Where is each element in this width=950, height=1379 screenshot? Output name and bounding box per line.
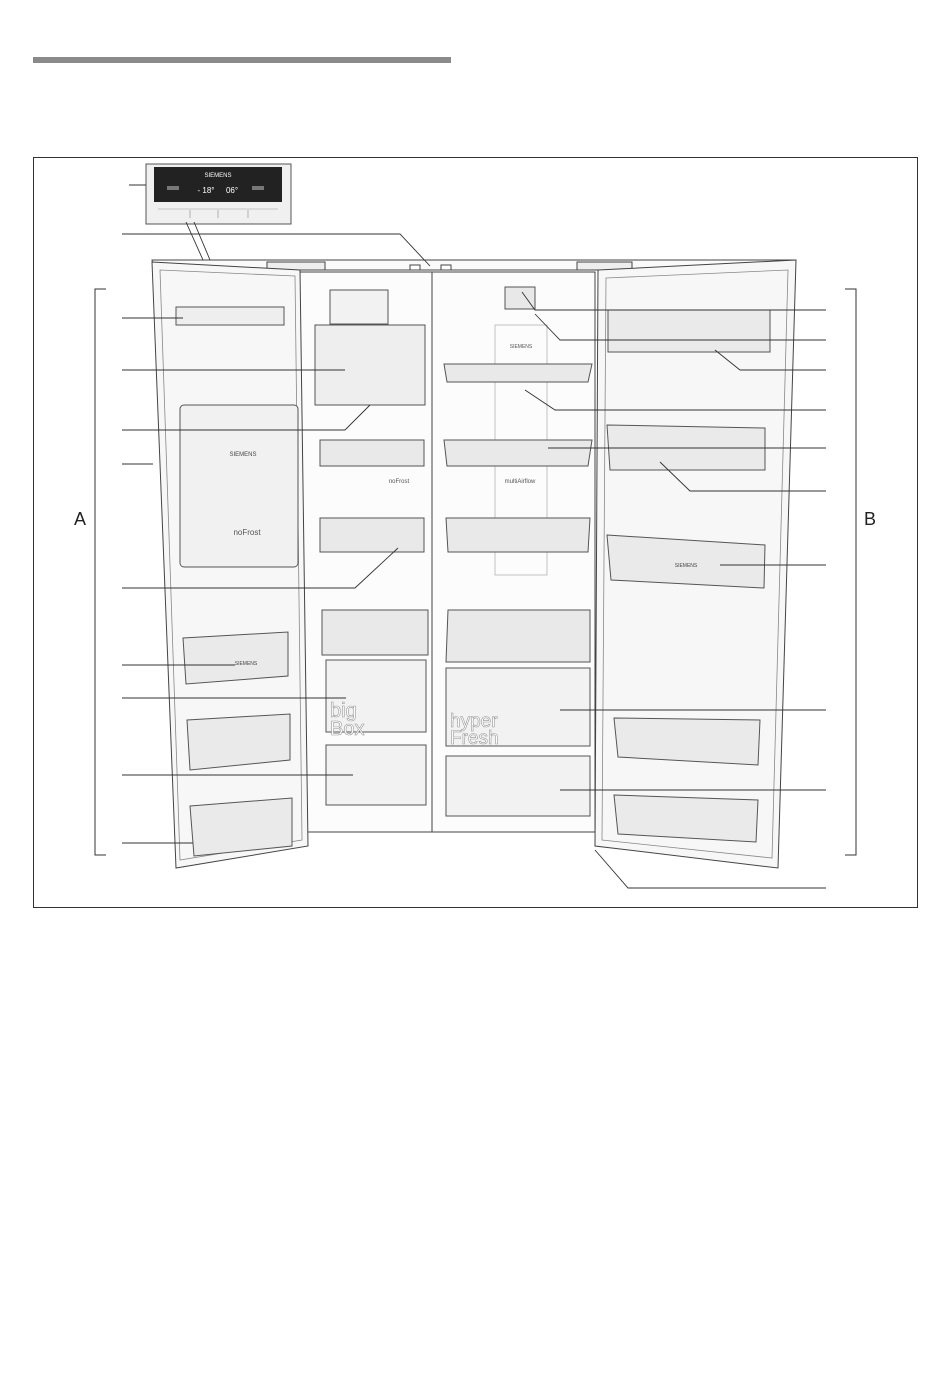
bracket-b [845,289,856,855]
dispenser-brand: SIEMENS [229,452,257,458]
door-rack-brand: SIEMENS [234,661,258,667]
freezer-shelf [320,518,424,552]
fridge-shelf [444,364,592,382]
ice-container [315,325,425,405]
fridge-door [595,260,796,868]
door-rack [614,795,758,842]
door-rack [183,632,288,684]
freezer-shelf [322,610,428,655]
fridge-shelf [444,440,592,466]
door-rack-brand: SIEMENS [674,563,698,569]
door-rack [607,425,765,470]
bracket-a [95,289,106,855]
freezer-door [152,262,308,868]
control-panel-brand: SIEMENS [204,173,232,179]
hyperfresh-text-2: Fresh [450,728,499,749]
fridge-wall-brand: SIEMENS [509,344,533,350]
control-panel [146,164,291,224]
door-top-compartment [176,307,284,325]
bigbox-text-2: Box [330,718,365,740]
freezer-temperature: - 18° [197,186,215,195]
fridge-light [505,287,535,309]
label-a: A [74,509,87,529]
door-rack [614,718,760,765]
bigbox-text-1: big [330,700,357,722]
fridge-shelf [446,610,590,662]
door-rack [187,714,290,770]
fridge-wall-text: multiAirflow [504,479,536,485]
hyperfresh-text-1: hyper [450,711,498,732]
ice-maker [330,290,388,324]
door-top-compartment [608,310,770,352]
door-rack [190,798,292,856]
label-b: B [864,509,877,529]
fridge-temperature: 06° [225,186,239,195]
freezer-wall-text: noFrost [388,479,410,485]
freezer-shelf [320,440,424,466]
dispenser-panel-text: noFrost [233,528,261,537]
ice-dispenser [180,405,298,567]
fridge-drawer [446,756,590,816]
fridge-shelf [446,518,590,552]
